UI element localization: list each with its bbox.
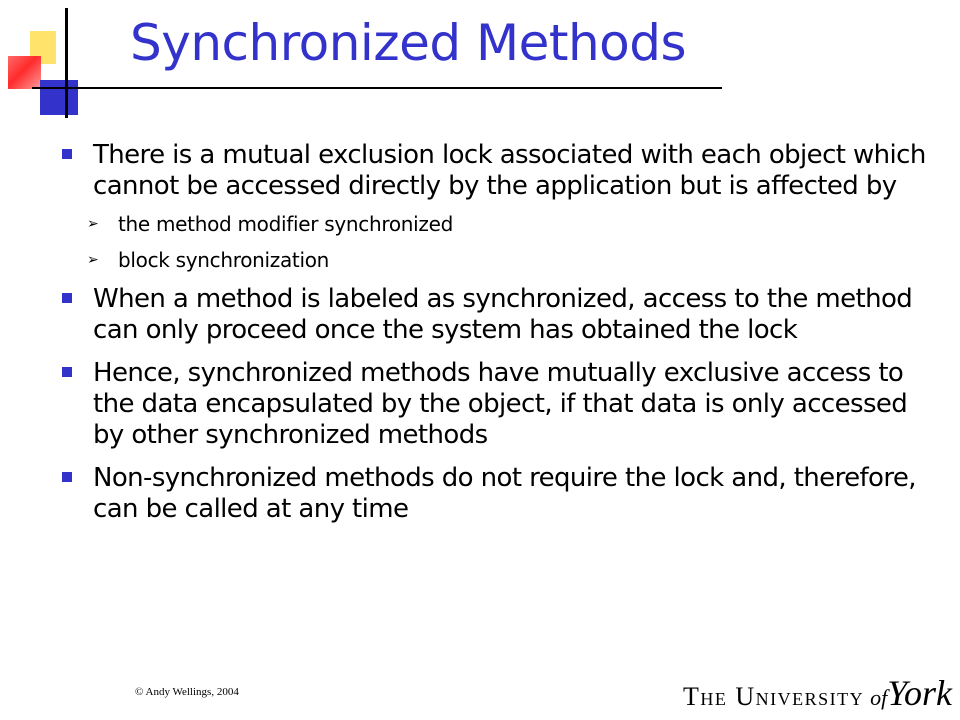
logo-of-text: of (870, 685, 888, 710)
horizontal-rule (32, 87, 722, 89)
arrow-bullet-icon: ➢ (87, 216, 99, 232)
sub-bullet-text: the method modifier synchronized (118, 212, 453, 236)
arrow-bullet-icon: ➢ (87, 252, 99, 268)
square-bullet-icon (62, 293, 72, 303)
bullet-text: There is a mutual exclusion lock associated with each object which cannot be accessed directly by the application but is affected by (93, 140, 926, 201)
slide-title: Synchronized Methods (130, 14, 687, 72)
sub-bullet-list (60, 212, 930, 272)
logo-york-text: York (887, 673, 952, 713)
sub-bullet-1 (85, 212, 930, 236)
blue-square (40, 80, 78, 115)
bullet-3 (60, 358, 930, 451)
copyright-notice: © Andy Wellings, 2004 (135, 686, 239, 698)
slide-content (60, 140, 930, 537)
square-bullet-icon (62, 472, 72, 482)
square-bullet-icon (62, 149, 72, 159)
square-bullet-icon (62, 367, 72, 377)
bullet-1 (60, 140, 930, 202)
vertical-rule (65, 8, 68, 118)
red-square (8, 56, 41, 89)
bullet-2 (60, 284, 930, 346)
bullet-text: Non-synchronized methods do not require the lock and, therefore, can be called at any time (93, 463, 916, 524)
bullet-text: When a method is labeled as synchronized, access to the method can only proceed once the system has obtained the lock (93, 284, 913, 345)
bullet-4 (60, 463, 930, 525)
sub-bullet-text: block synchronization (118, 248, 330, 272)
logo-main-text: The University (683, 682, 865, 711)
decorative-corner (0, 0, 100, 130)
sub-bullet-2 (85, 248, 930, 272)
bullet-text: Hence, synchronized methods have mutually exclusive access to the data encapsulated by the object, if that data is only accessed by other synchronized methods (93, 358, 908, 450)
university-logo (683, 672, 952, 714)
